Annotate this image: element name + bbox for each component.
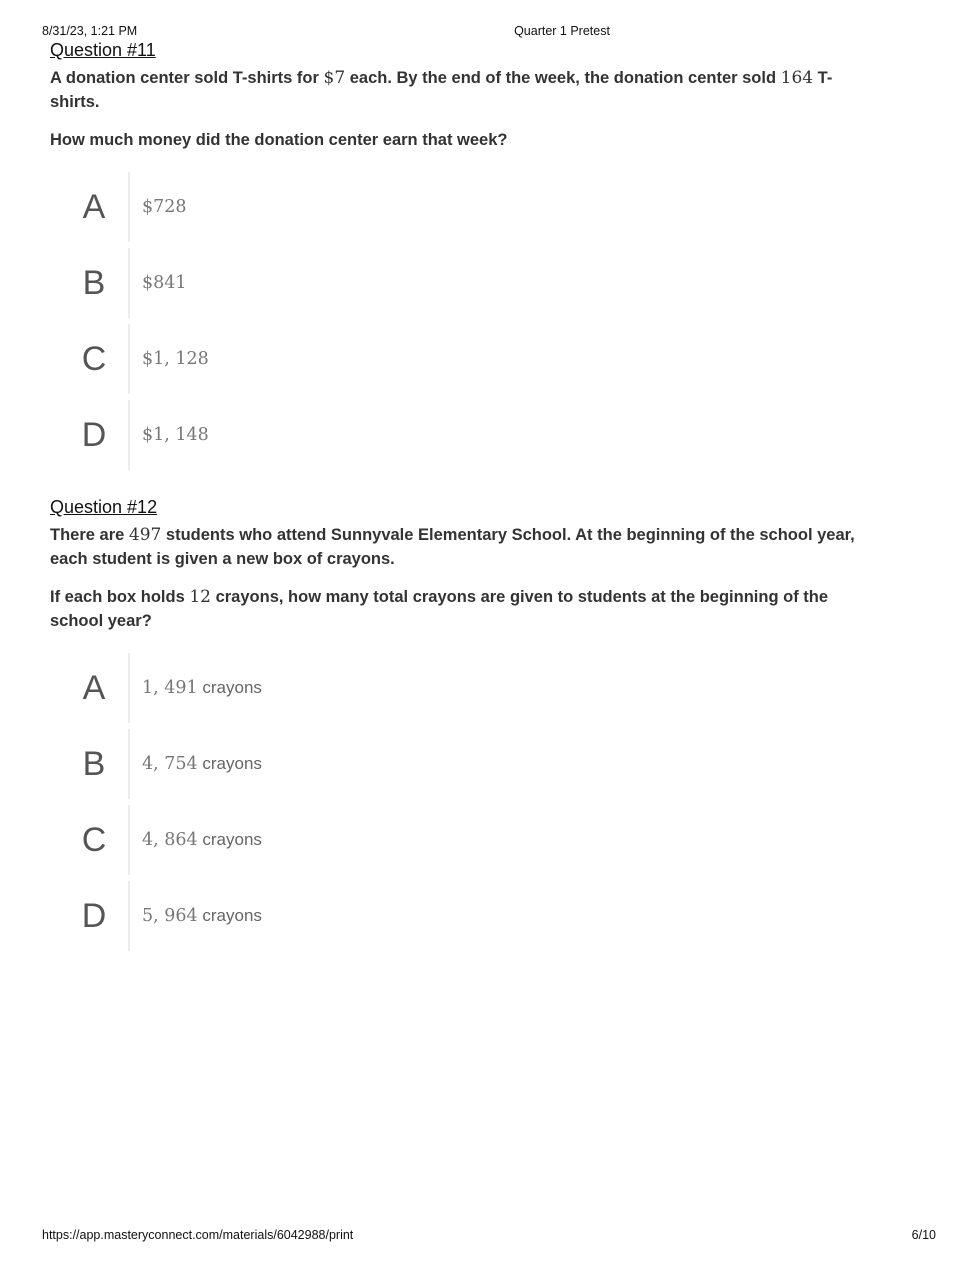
choice-unit: crayons	[197, 678, 262, 697]
text-run: A donation center sold T-shirts for	[50, 69, 324, 87]
answer-choices	[60, 172, 880, 470]
choice-text	[130, 830, 262, 850]
choice-value: 4, 754	[142, 754, 198, 774]
choice-letter: B	[60, 248, 130, 318]
choice-d[interactable]	[60, 881, 880, 951]
choice-letter: C	[60, 805, 130, 875]
question-12	[50, 496, 880, 957]
question-title: Question #11	[50, 40, 156, 60]
choice-unit: crayons	[197, 754, 262, 773]
print-header-date: 8/31/23, 1:21 PM	[42, 24, 138, 38]
math-value: 164	[780, 68, 814, 88]
print-footer-page: 6/10	[911, 1228, 936, 1242]
question-text	[50, 66, 880, 114]
choice-letter: D	[60, 881, 130, 951]
print-footer-url: https://app.masteryconnect.com/materials/6042988/print	[42, 1228, 354, 1242]
text-run: If each box holds	[50, 588, 190, 606]
choice-a[interactable]	[60, 172, 880, 242]
text-run: each. By the end of the week, the donation center sold	[345, 69, 781, 87]
text-run: crayons, how many total crayons are given to students at the beginning of the school year?	[50, 588, 829, 630]
math-value: 497	[128, 525, 162, 545]
math-value: $7	[323, 68, 346, 88]
question-title: Question #12	[50, 497, 158, 517]
choice-value: $1, 148	[142, 425, 209, 445]
choice-value: $728	[142, 197, 187, 217]
choice-value: 1, 491	[142, 678, 198, 698]
choice-value: 4, 864	[142, 830, 198, 850]
math-value: 12	[189, 587, 211, 607]
print-header-title: Quarter 1 Pretest	[514, 24, 610, 38]
choice-text	[130, 425, 209, 445]
choice-a[interactable]	[60, 653, 880, 723]
choice-value: $841	[142, 273, 187, 293]
answer-choices	[60, 653, 880, 951]
choice-letter: A	[60, 653, 130, 723]
choice-c[interactable]	[60, 805, 880, 875]
choice-b[interactable]	[60, 248, 880, 318]
text-run: There are	[50, 526, 129, 544]
choice-d[interactable]	[60, 400, 880, 470]
choice-letter: D	[60, 400, 130, 470]
choice-text	[130, 273, 187, 293]
choice-unit: crayons	[197, 830, 262, 849]
question-11	[50, 39, 880, 476]
question-text	[50, 523, 880, 571]
text-run: students who attend Sunnyvale Elementary School. At the beginning of the school year, each student is given a new box of crayons.	[50, 526, 855, 568]
choice-text	[130, 754, 262, 774]
choice-b[interactable]	[60, 729, 880, 799]
question-prompt: How much money did the donation center earn that week?	[50, 131, 508, 149]
choice-text	[130, 197, 187, 217]
choice-letter: A	[60, 172, 130, 242]
text-run: T-shirts.	[50, 69, 833, 111]
choice-text	[130, 349, 209, 369]
choice-c[interactable]	[60, 324, 880, 394]
choice-letter: B	[60, 729, 130, 799]
choice-text	[130, 906, 262, 926]
choice-value: 5, 964	[142, 906, 198, 926]
choice-value: $1, 128	[142, 349, 209, 369]
choice-letter: C	[60, 324, 130, 394]
question-prompt	[50, 585, 880, 633]
choice-text	[130, 678, 262, 698]
choice-unit: crayons	[197, 906, 262, 925]
